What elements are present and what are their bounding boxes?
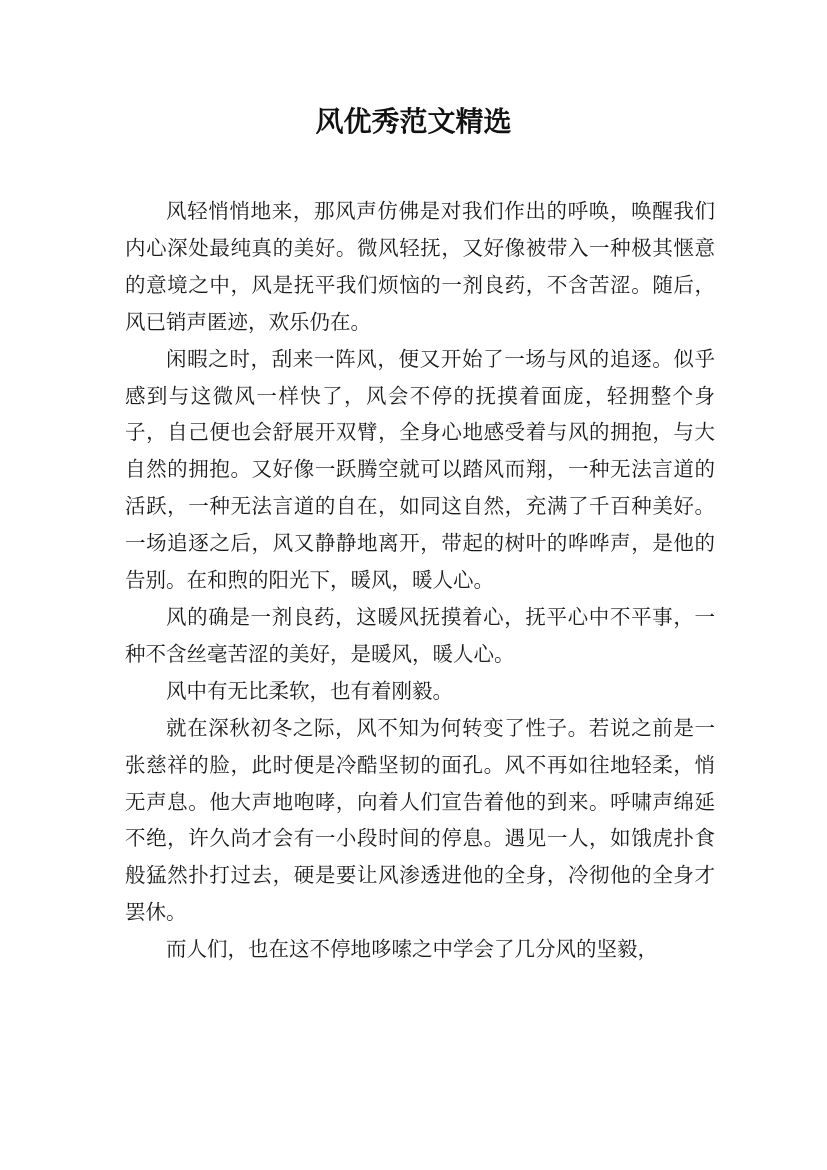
paragraph: 风的确是一剂良药，这暖风抚摸着心，抚平心中不平事，一种不含丝毫苦涩的美好，是暖风，暖人心。 — [125, 604, 715, 666]
document-body — [125, 193, 715, 968]
paragraph: 风中有无比柔软，也有着刚毅。 — [166, 678, 453, 703]
document-title: 风优秀范文精选 — [315, 105, 512, 138]
paragraph: 风轻悄悄地来，那风声仿佛是对我们作出的呼唤，唤醒我们内心深处最纯真的美好。微风轻抚，又好像被带入一种极其惬意的意境之中，风是抚平我们烦恼的一剂良药，不含苦涩。随后，风已销声匿迹，欢乐仍在。 — [125, 199, 715, 334]
paragraph: 闲暇之时，刮来一阵风，便又开始了一场与风的追逐。似乎感到与这微风一样快了，风会不停的抚摸着面庞，轻拥整个身子，自己便也会舒展开双臂，全身心地感受着与风的拥抱，与大自然的拥抱。又好像一跃腾空就可以踏风而翔，一种无法言道的活跃，一种无法言道的自在，如同这自然，充满了千百种美好。一场追逐之后，风又静静地离开，带起的树叶的哗哗声，是他的告别。在和煦的阳光下，暖风，暖人心。 — [125, 346, 715, 593]
paragraph: 而人们，也在这不停地哆嗦之中学会了几分风的坚毅， — [166, 937, 658, 962]
paragraph: 就在深秋初冬之际，风不知为何转变了性子。若说之前是一张慈祥的脸，此时便是冷酷坚韧的面孔。风不再如往地轻柔，悄无声息。他大声地咆哮，向着人们宣告着他的到来。呼啸声绵延不绝，许久尚才会有一小段时间的停息。遇见一人，如饿虎扑食般猛然扑打过去，硬是要让风渗透进他的全身，冷彻他的全身才罢休。 — [125, 715, 715, 925]
